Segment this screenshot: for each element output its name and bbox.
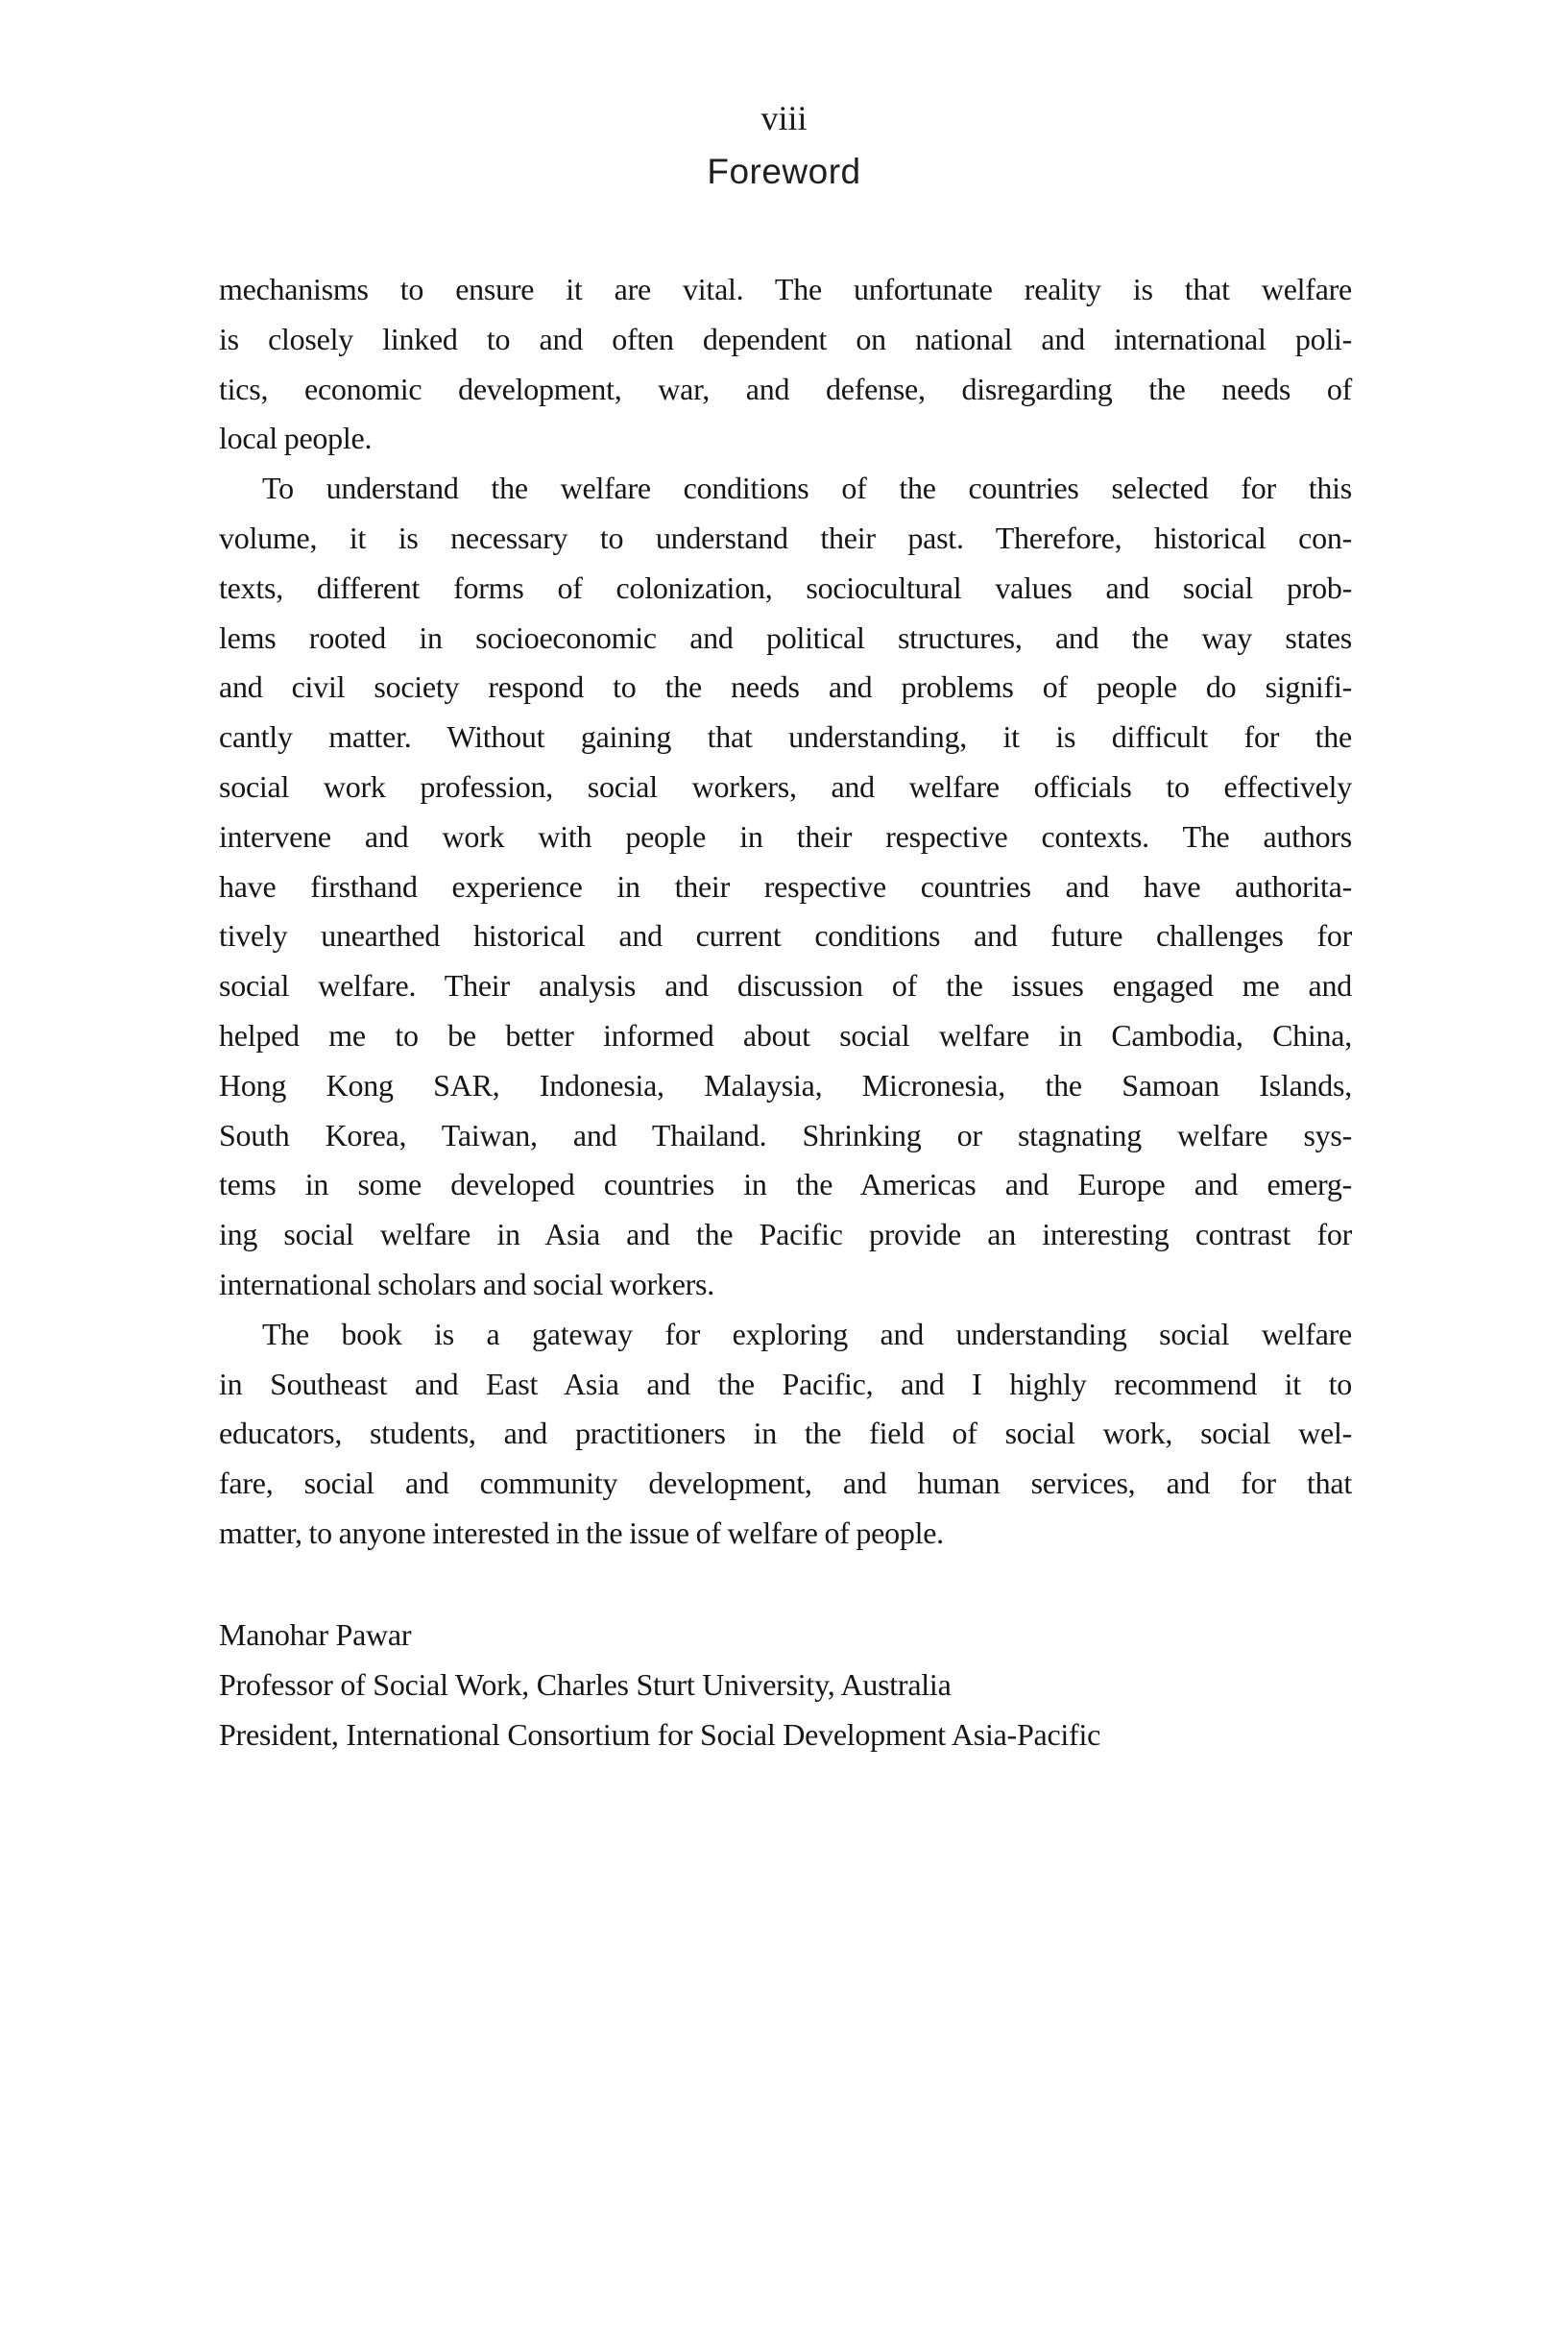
- text-line: The book is a gateway for exploring and understanding social welfare: [262, 1316, 1352, 1351]
- text-line: fare, social and community development, and human services, and for that: [219, 1466, 1352, 1501]
- text-line: is closely linked to and often dependent on national and international poli-: [219, 321, 1352, 356]
- text-line: educators, students, and practitioners in the field of social work, social wel-: [219, 1416, 1352, 1451]
- paragraph: [219, 1310, 1352, 1559]
- text-line: helped me to be better informed about social welfare in Cambodia, China,: [219, 1017, 1352, 1053]
- text-line: social work profession, social workers, and welfare officials to effectively: [219, 768, 1352, 804]
- text-line: South Korea, Taiwan, and Thailand. Shrinking or stagnating welfare sys-: [219, 1117, 1352, 1152]
- text-line: intervene and work with people in their respective contexts. The authors: [219, 818, 1352, 854]
- text-line: Hong Kong SAR, Indonesia, Malaysia, Micronesia, the Samoan Islands,: [219, 1067, 1352, 1103]
- text-line: cantly matter. Without gaining that understanding, it is difficult for the: [219, 719, 1352, 755]
- text-line: tively unearthed historical and current conditions and future challenges for: [219, 918, 1352, 954]
- text-line: lems rooted in socioeconomic and political structures, and the way states: [219, 619, 1352, 655]
- signature-line: President, International Consortium for Social Development Asia-Pacific: [219, 1716, 1101, 1752]
- foreword-body: [219, 265, 1352, 1559]
- signature-block: [219, 1611, 1352, 1759]
- text-line: mechanisms to ensure it are vital. The unfortunate reality is that welfare: [219, 272, 1352, 306]
- text-line: international scholars and social workers.: [219, 1266, 714, 1301]
- text-line: tems in some developed countries in the Americas and Europe and emerg-: [219, 1167, 1352, 1202]
- text-line: tics, economic development, war, and defense, disregarding the needs of: [219, 371, 1352, 406]
- text-line: matter, to anyone interested in the issue of welfare of people.: [219, 1515, 944, 1550]
- paragraph: [219, 464, 1352, 1310]
- text-line: ing social welfare in Asia and the Pacific provide an interesting contrast for: [219, 1217, 1352, 1252]
- signature-line: Professor of Social Work, Charles Sturt University, Australia: [219, 1666, 952, 1702]
- text-line: local people.: [219, 421, 373, 456]
- text-line: To understand the welfare conditions of the countries selected for this: [262, 471, 1352, 506]
- text-line: have firsthand experience in their respective countries and have authorita-: [219, 868, 1352, 904]
- page-number: viii: [760, 99, 808, 137]
- paragraph: [219, 265, 1352, 464]
- text-line: social welfare. Their analysis and discussion of the issues engaged me and: [219, 968, 1352, 1004]
- text-line: and civil society respond to the needs and problems of people do signifi-: [219, 669, 1352, 705]
- text-line: volume, it is necessary to understand their past. Therefore, historical con-: [219, 520, 1352, 555]
- text-line: texts, different forms of colonization, sociocultural values and social prob-: [219, 570, 1352, 605]
- running-head-title: Foreword: [707, 152, 861, 191]
- text-line: in Southeast and East Asia and the Pacific, and I highly recommend it to: [219, 1366, 1352, 1401]
- signature-line: Manohar Pawar: [219, 1617, 412, 1652]
